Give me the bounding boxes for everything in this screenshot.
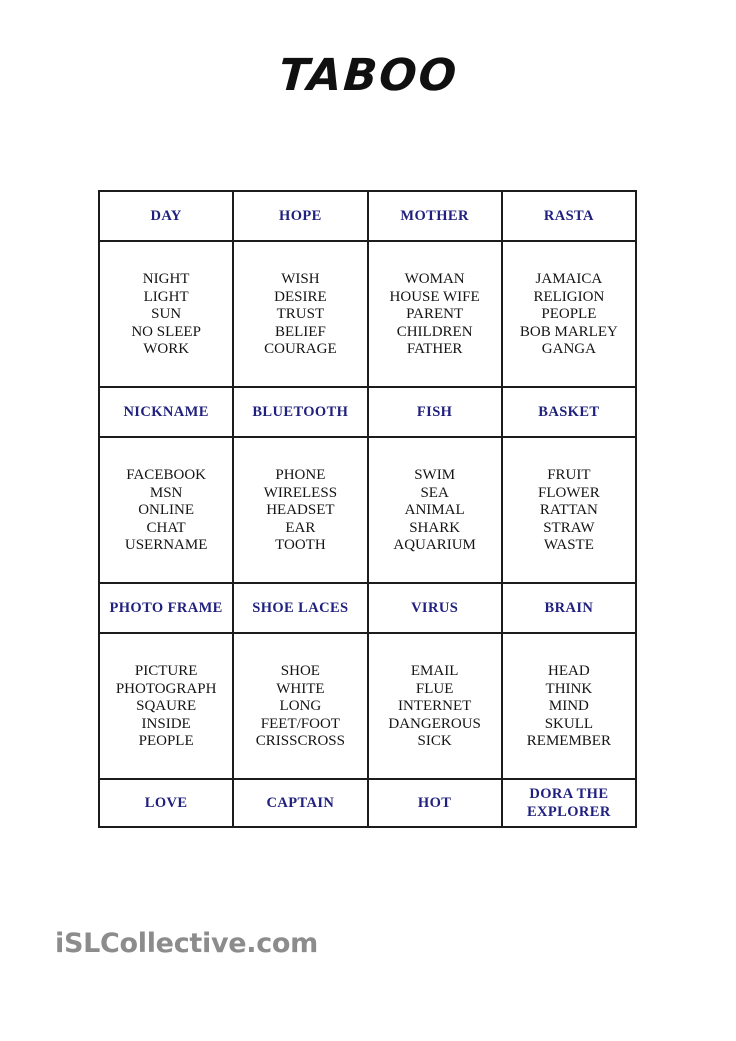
forbidden-word: ONLINE [138, 502, 195, 519]
taboo-table-body [99, 191, 636, 827]
forbidden-word: SUN [151, 306, 182, 323]
forbidden-word: USERNAME [124, 537, 208, 554]
forbidden-word-list [234, 663, 366, 751]
forbidden-word: BELIEF [274, 323, 326, 340]
forbidden-word: SHOE [280, 663, 320, 680]
forbidden-word: REMEMBER [526, 733, 611, 750]
taboo-word-label: BRAIN [544, 599, 594, 616]
forbidden-word: FATHER [406, 341, 463, 358]
taboo-word-header [99, 387, 233, 437]
forbidden-word: PEOPLE [541, 306, 597, 323]
table-body-row [99, 633, 636, 779]
table-header-row [99, 583, 636, 633]
forbidden-word: WIRELESS [263, 484, 338, 501]
forbidden-words-cell [233, 241, 367, 387]
forbidden-word: SWIM [414, 467, 456, 484]
forbidden-word-list [100, 271, 232, 359]
forbidden-words-cell [99, 437, 233, 583]
forbidden-words-cell [502, 437, 636, 583]
forbidden-word: EAR [285, 519, 316, 536]
taboo-word-header [368, 583, 502, 633]
forbidden-word: PHOTOGRAPH [115, 680, 217, 697]
table-body-row [99, 241, 636, 387]
forbidden-words-cell [502, 241, 636, 387]
taboo-word-header [502, 387, 636, 437]
taboo-word-label: BLUETOOTH [252, 403, 349, 420]
taboo-word-label: MOTHER [400, 207, 469, 224]
forbidden-word: WISH [281, 271, 320, 288]
forbidden-word: PEOPLE [138, 733, 194, 750]
forbidden-word: STRAW [543, 519, 595, 536]
table-header-row [99, 387, 636, 437]
forbidden-words-cell [368, 437, 502, 583]
taboo-word-header [368, 387, 502, 437]
forbidden-word: INSIDE [141, 715, 191, 732]
forbidden-word: WASTE [543, 537, 594, 554]
forbidden-word: LONG [279, 698, 322, 715]
forbidden-word: PHONE [275, 467, 326, 484]
forbidden-word: HOUSE WIFE [389, 288, 480, 305]
taboo-word-label: HOPE [279, 207, 322, 224]
taboo-word-header [502, 191, 636, 241]
forbidden-word: TRUST [276, 306, 325, 323]
taboo-word-label: PHOTO FRAME [109, 599, 223, 616]
forbidden-word: WORK [143, 341, 190, 358]
forbidden-word: DANGEROUS [388, 715, 481, 732]
forbidden-word: GANGA [541, 341, 596, 358]
forbidden-word: HEAD [548, 663, 590, 680]
forbidden-word: MIND [548, 698, 589, 715]
taboo-word-label: SHOE LACES [252, 599, 349, 616]
forbidden-word-list [369, 467, 501, 555]
forbidden-word: TOOTH [275, 537, 326, 554]
forbidden-words-cell [233, 437, 367, 583]
taboo-word-label: HOT [417, 794, 452, 811]
taboo-word-label: LOVE [144, 794, 188, 811]
taboo-word-header [368, 779, 502, 827]
taboo-word-label: CAPTAIN [266, 794, 335, 811]
table-header-row [99, 191, 636, 241]
table-header-row [99, 779, 636, 827]
forbidden-word: DESIRE [274, 288, 327, 305]
table-body-row [99, 437, 636, 583]
forbidden-word-list [503, 467, 635, 555]
taboo-card-table [98, 190, 637, 828]
taboo-word-header [502, 583, 636, 633]
forbidden-word: FLOWER [538, 484, 600, 501]
page-title [0, 52, 736, 100]
forbidden-word: WOMAN [404, 271, 465, 288]
forbidden-word: RELIGION [533, 288, 605, 305]
forbidden-word-list [100, 467, 232, 555]
taboo-word-label: RASTA [543, 207, 594, 224]
forbidden-word: FLUE [415, 680, 454, 697]
forbidden-word-list [503, 271, 635, 359]
taboo-word-label: BASKET [538, 403, 600, 420]
forbidden-word: FEET/FOOT [260, 715, 340, 732]
forbidden-word-list [234, 467, 366, 555]
forbidden-word: COURAGE [264, 341, 337, 358]
forbidden-word: SEA [420, 484, 449, 501]
forbidden-word: CHILDREN [396, 323, 473, 340]
forbidden-words-cell [99, 241, 233, 387]
taboo-word-header [233, 191, 367, 241]
islcollective-logo: iSLCollective.com [55, 928, 319, 959]
taboo-word-header [233, 779, 367, 827]
forbidden-word: WHITE [276, 680, 325, 697]
forbidden-words-cell [99, 633, 233, 779]
forbidden-words-cell [233, 633, 367, 779]
taboo-word-header [233, 387, 367, 437]
taboo-word-header [502, 779, 636, 827]
forbidden-word: SQAURE [136, 698, 197, 715]
forbidden-word: EMAIL [410, 663, 459, 680]
forbidden-words-cell [368, 241, 502, 387]
taboo-word-label: FISH [416, 403, 453, 420]
page-title-text: TABOO [276, 50, 460, 101]
forbidden-word: NIGHT [142, 271, 190, 288]
forbidden-word: BOB MARLEY [519, 323, 618, 340]
taboo-word-header [99, 191, 233, 241]
forbidden-word-list [369, 663, 501, 751]
forbidden-words-cell [368, 633, 502, 779]
taboo-word-header [233, 583, 367, 633]
forbidden-word: RATTAN [539, 502, 598, 519]
forbidden-word: CRISSCROSS [255, 733, 345, 750]
taboo-word-label: DORA THE EXPLORER [526, 785, 611, 820]
forbidden-word: FRUIT [547, 467, 591, 484]
forbidden-word: SICK [417, 733, 452, 750]
forbidden-word: FACEBOOK [126, 467, 206, 484]
taboo-word-label: NICKNAME [123, 403, 209, 420]
taboo-word-header [368, 191, 502, 241]
taboo-word-header [99, 779, 233, 827]
forbidden-word: ANIMAL [404, 502, 465, 519]
forbidden-word: LIGHT [143, 288, 189, 305]
forbidden-word: SKULL [544, 715, 594, 732]
forbidden-word-list [369, 271, 501, 359]
taboo-word-label: VIRUS [411, 599, 459, 616]
forbidden-word: PICTURE [134, 663, 198, 680]
forbidden-word: MSN [149, 484, 183, 501]
forbidden-word-list [100, 663, 232, 751]
taboo-word-header [99, 583, 233, 633]
forbidden-word: JAMAICA [535, 271, 603, 288]
forbidden-word-list [503, 663, 635, 751]
forbidden-word: HEADSET [266, 502, 335, 519]
forbidden-word: AQUARIUM [393, 537, 476, 554]
forbidden-word: PARENT [406, 306, 464, 323]
forbidden-word-list [234, 271, 366, 359]
forbidden-word: INTERNET [397, 698, 472, 715]
taboo-word-label: DAY [150, 207, 182, 224]
forbidden-word: CHAT [146, 519, 186, 536]
forbidden-word: NO SLEEP [131, 323, 201, 340]
forbidden-word: THINK [545, 680, 593, 697]
forbidden-words-cell [502, 633, 636, 779]
forbidden-word: SHARK [409, 519, 461, 536]
